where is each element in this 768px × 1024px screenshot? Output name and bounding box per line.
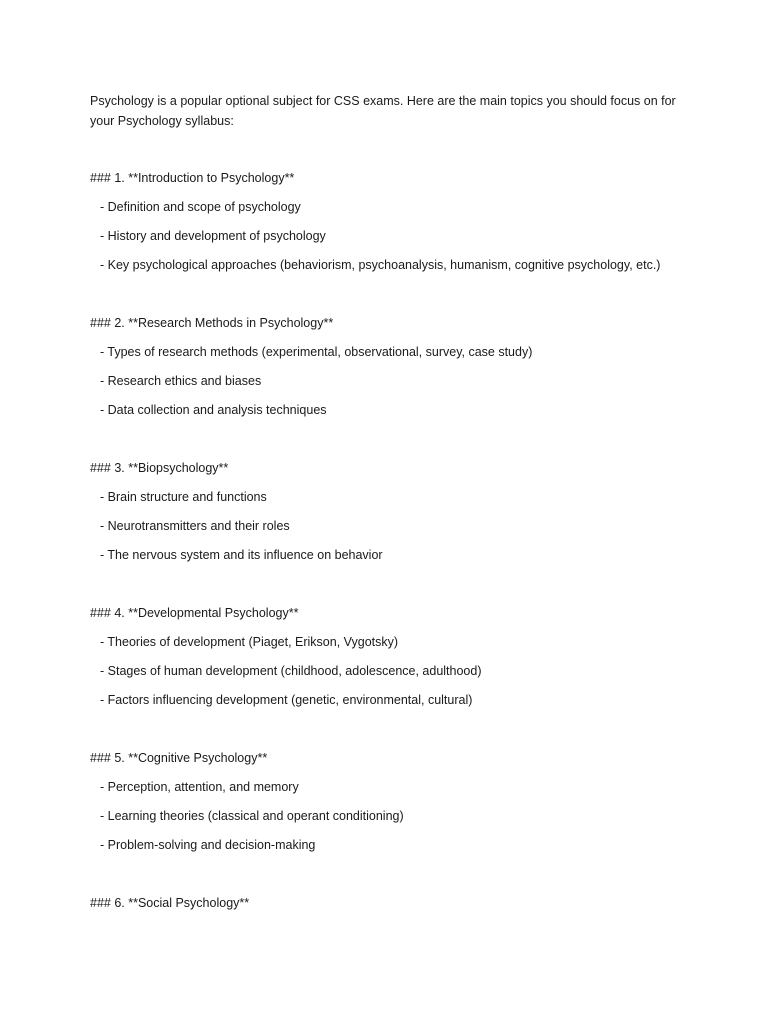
section-4 xyxy=(90,603,690,710)
intro-paragraph: Psychology is a popular optional subject for CSS exams. Here are the main topics you should focus on for your Psychology syllabus: xyxy=(90,94,676,128)
list-item: - Definition and scope of psychology xyxy=(100,200,301,214)
list-item: - Research ethics and biases xyxy=(100,374,262,388)
section-5 xyxy=(90,748,690,855)
section-heading: ### 4. **Developmental Psychology** xyxy=(90,606,299,620)
list-item: - Stages of human development (childhood, adolescence, adulthood) xyxy=(100,664,482,678)
section-heading: ### 1. **Introduction to Psychology** xyxy=(90,171,295,185)
section-heading: ### 6. **Social Psychology** xyxy=(90,896,250,910)
list-item: - Neurotransmitters and their roles xyxy=(100,519,290,533)
list-item: - Theories of development (Piaget, Erikson, Vygotsky) xyxy=(100,635,399,649)
list-item: - Data collection and analysis techniques xyxy=(100,403,327,417)
section-6 xyxy=(90,893,690,913)
list-item: - Problem-solving and decision-making xyxy=(100,838,316,852)
section-heading: ### 2. **Research Methods in Psychology** xyxy=(90,316,334,330)
section-1 xyxy=(90,168,690,275)
list-item: - History and development of psychology xyxy=(100,229,326,243)
section-heading: ### 5. **Cognitive Psychology** xyxy=(90,751,268,765)
list-item: - Brain structure and functions xyxy=(100,490,267,504)
section-heading: ### 3. **Biopsychology** xyxy=(90,461,229,475)
list-item: - Learning theories (classical and operant conditioning) xyxy=(100,809,404,823)
list-item: - Types of research methods (experimental, observational, survey, case study) xyxy=(100,345,533,359)
section-2 xyxy=(90,313,690,420)
section-3 xyxy=(90,458,690,565)
list-item: - The nervous system and its influence on behavior xyxy=(100,548,383,562)
document-body xyxy=(90,91,690,913)
list-item: - Key psychological approaches (behaviorism, psychoanalysis, humanism, cognitive psychology, etc.) xyxy=(100,258,661,272)
list-item: - Factors influencing development (genetic, environmental, cultural) xyxy=(100,693,473,707)
list-item: - Perception, attention, and memory xyxy=(100,780,299,794)
